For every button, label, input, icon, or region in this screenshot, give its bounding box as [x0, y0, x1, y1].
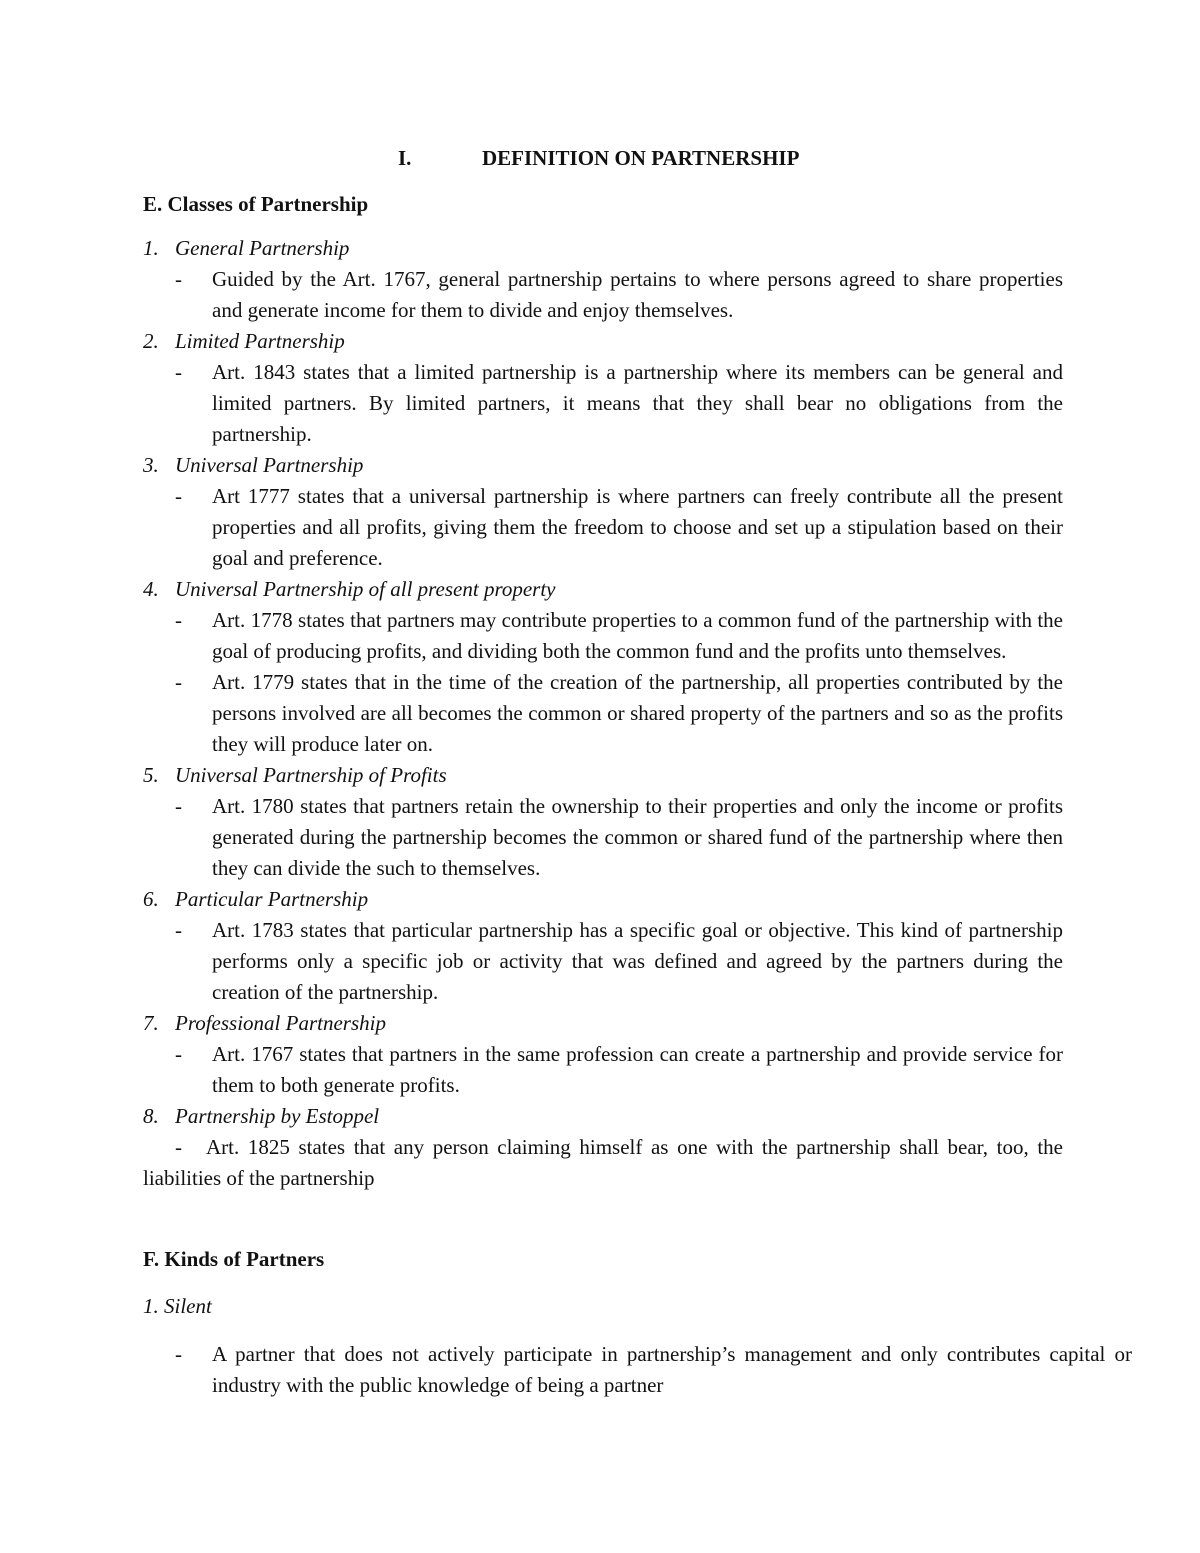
dash-bullet: -	[175, 1042, 182, 1066]
section-e-title: E. Classes of Partnership	[143, 192, 369, 216]
heading-number: I.	[398, 146, 412, 170]
kind-name: Silent	[164, 1294, 212, 1318]
classes-of-partnership-list	[143, 233, 1063, 1194]
class-heading	[143, 450, 1063, 481]
class-description	[143, 605, 1063, 667]
class-heading	[143, 233, 1063, 264]
list-item	[143, 884, 1063, 1008]
class-heading	[143, 884, 1063, 915]
description-text: A partner that does not actively participate in partnership’s management and only contributes capital or industry with the public knowledge of being a partner	[212, 1342, 1132, 1397]
class-name: Universal Partnership	[175, 453, 364, 477]
dash-bullet: -	[175, 1342, 182, 1366]
class-description	[143, 264, 1063, 326]
class-index: 6.	[143, 887, 159, 911]
description-text: Art. 1767 states that partners in the same profession can create a partnership and provide service for them to both generate profits.	[212, 1042, 1063, 1097]
description-text: Art. 1783 states that particular partnership has a specific goal or objective. This kind of partnership performs only a specific job or activity that was defined and agreed by the partners during the creation of the partnership.	[212, 918, 1063, 1004]
description-text: Art. 1778 states that partners may contribute properties to a common fund of the partnership with the goal of producing profits, and dividing both the common fund and the profits unto themselves.	[212, 608, 1063, 663]
class-description	[143, 667, 1063, 760]
class-heading	[143, 326, 1063, 357]
dash-bullet: -	[175, 918, 182, 942]
class-name: General Partnership	[175, 236, 350, 260]
list-item	[143, 574, 1063, 760]
class-description	[143, 791, 1063, 884]
class-name: Universal Partnership of Profits	[175, 763, 447, 787]
dash-bullet: -	[175, 1135, 182, 1159]
list-item	[143, 1101, 1063, 1194]
dash-bullet: -	[175, 794, 182, 818]
description-text: Art 1777 states that a universal partnership is where partners can freely contribute all the present properties and all profits, giving them the freedom to choose and set up a stipulation based on their goal and preference.	[212, 484, 1063, 570]
description-text: Art. 1843 states that a limited partnership is a partnership where its members can be general and limited partners. By limited partners, it means that they shall bear no obligations from the partnership.	[212, 360, 1063, 446]
list-item	[143, 1008, 1063, 1101]
class-name: Particular Partnership	[175, 887, 369, 911]
class-heading	[143, 760, 1063, 791]
class-index: 4.	[143, 577, 159, 601]
class-name: Universal Partnership of all present property	[175, 577, 556, 601]
class-heading	[143, 574, 1063, 605]
dash-bullet: -	[175, 484, 182, 508]
class-name: Professional Partnership	[175, 1011, 386, 1035]
class-description	[143, 1132, 1063, 1194]
dash-bullet: -	[175, 608, 182, 632]
class-description	[143, 915, 1063, 1008]
description-text: Art. 1779 states that in the time of the creation of the partnership, all properties contributed by the persons involved are all becomes the common or shared property of the partners and so as the profits they will produce later on.	[212, 670, 1063, 756]
class-name: Partnership by Estoppel	[175, 1104, 380, 1128]
list-item	[143, 326, 1063, 450]
dash-bullet: -	[175, 670, 182, 694]
class-index: 2.	[143, 329, 159, 353]
list-item	[143, 233, 1063, 326]
class-heading	[143, 1008, 1063, 1039]
class-index: 5.	[143, 763, 159, 787]
class-description	[143, 1039, 1063, 1101]
class-name: Limited Partnership	[175, 329, 345, 353]
partner-kind-description	[143, 1339, 1132, 1401]
section-f-title: F. Kinds of Partners	[143, 1247, 325, 1271]
class-description	[143, 481, 1063, 574]
list-item	[143, 760, 1063, 884]
partner-kind-heading	[143, 1292, 212, 1320]
description-text: Guided by the Art. 1767, general partnership pertains to where persons agreed to share properties and generate income for them to divide and enjoy themselves.	[212, 267, 1063, 322]
class-description	[143, 357, 1063, 450]
heading-title: DEFINITION ON PARTNERSHIP	[482, 146, 800, 170]
class-index: 3.	[143, 453, 159, 477]
class-index: 7.	[143, 1011, 159, 1035]
dash-bullet: -	[175, 360, 182, 384]
list-item	[143, 450, 1063, 574]
class-index: 8.	[143, 1104, 159, 1128]
kind-index: 1.	[143, 1294, 159, 1318]
class-heading	[143, 1101, 1063, 1132]
class-index: 1.	[143, 236, 159, 260]
dash-bullet: -	[175, 267, 182, 291]
description-text: Art. 1825 states that any person claiming himself as one with the partnership shall bear, too, the liabilities of the partnership	[143, 1135, 1063, 1190]
description-text: Art. 1780 states that partners retain the ownership to their properties and only the income or profits generated during the partnership becomes the common or shared fund of the partnership where then they can divide the such to themselves.	[212, 794, 1063, 880]
